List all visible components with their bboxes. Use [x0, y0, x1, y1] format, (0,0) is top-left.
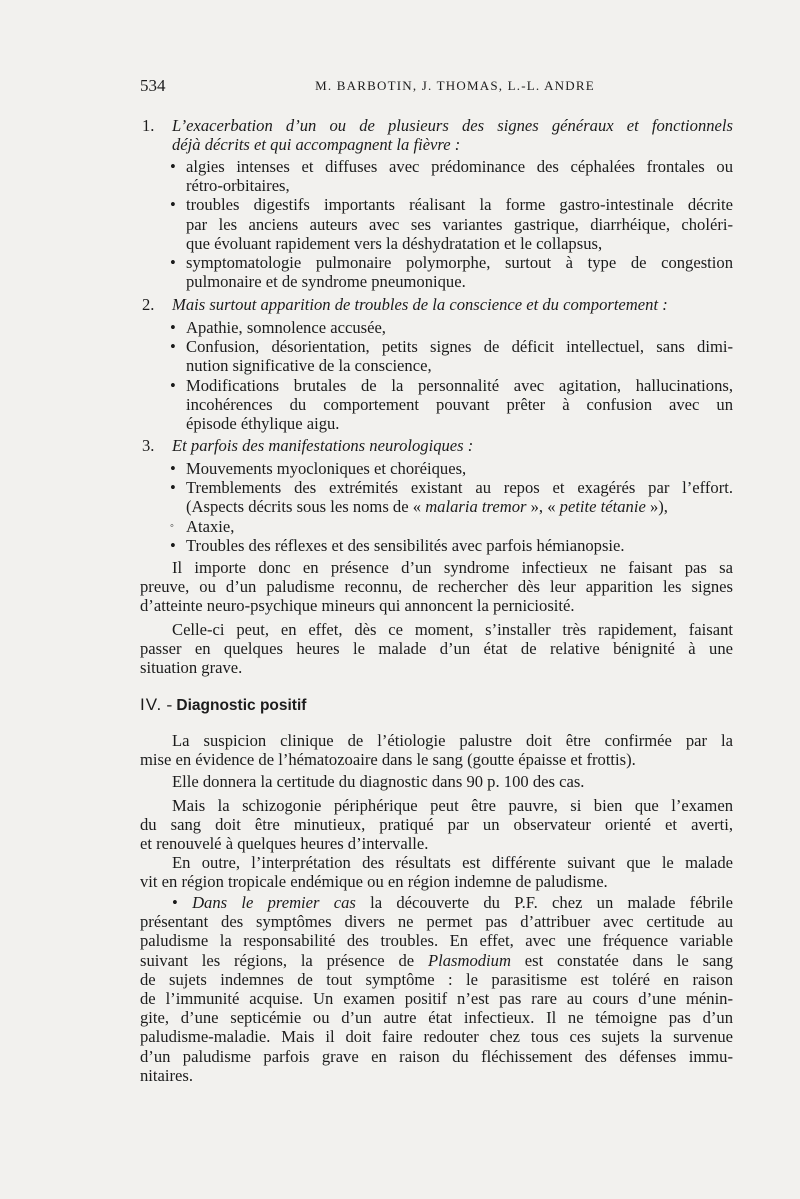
page-number: 534: [140, 76, 166, 95]
bullet-ring-icon: ◦: [170, 519, 174, 532]
paragraph-importe: Il importe donc en présence d’un syndrome infectieux ne faisant pas sa preuve, ou d’un paludisme reconnu, de rechercher dès leur apparition les signes d’atteinte neuro-psychique mineurs qui annoncent la perniciosité.: [140, 558, 733, 616]
bullet-dot-icon: •: [170, 478, 176, 498]
paragraph-suspicion: La suspicion clinique de l’étiologie palustre doit être confirmée par la mise en évidence de l’hématozoaire dans le sang (goutte épaisse et frottis).: [140, 731, 733, 770]
paragraph-celle-ci: Celle-ci peut, en effet, dès ce moment, s’installer très rapidement, faisant passer en quelques heures le malade d’un état de relative bénignité à une situation grave.: [140, 620, 733, 678]
bullet-dot-icon: •: [170, 459, 176, 478]
item-3-number: 3.: [142, 436, 155, 455]
page-header: [140, 76, 730, 98]
item-2-title-line: 2. Mais surtout apparition de troubles de la conscience et du comportement :: [142, 295, 668, 314]
list-item: • troubles digestifs importants réalisant la forme gastro-intestinale décrite par les anciens auteurs avec ses variantes gastrique, diarrhéique, choléri- que évoluant rapidement vers la déshydratation et le collapsus,: [170, 195, 733, 253]
bullet-dot-icon: •: [170, 157, 176, 176]
list-item: • Tremblements des extrémités existant au repos et exagérés par l’effort. (Aspects décrits sous les noms de « malaria tremor », « petite tétanie »),: [170, 478, 733, 517]
bullet-dot-icon: •: [170, 195, 176, 215]
item-1-title-line: 1. L’exacerbation d’un ou de plusieurs des signes généraux et fonctionnels: [142, 116, 733, 135]
section-number: IV.: [140, 695, 163, 714]
item-3-bullet-list: [170, 459, 733, 555]
section-title: Diagnostic positif: [176, 697, 307, 714]
item-1-title-line: déjà décrits et qui accompagnent la fièvre :: [172, 135, 461, 155]
list-item: • Apathie, somnolence accusée,: [170, 318, 386, 337]
aspects-line: (Aspects décrits sous les noms de « malaria tremor », « petite tétanie »),: [186, 497, 668, 517]
item-3-title-line: 3. Et parfois des manifestations neurologiques :: [142, 436, 474, 455]
running-head: M. BARBOTIN, J. THOMAS, L.-L. ANDRE: [315, 78, 595, 93]
item-2-heading: [142, 295, 733, 314]
paragraph-premier-cas: • Dans le premier cas la découverte du P.F. chez un malade fébrile présentant des symptômes divers ne permet pas d’attribuer avec certitude au paludisme la responsabilité des troubles. En effet, avec une fréquence variable suivant les régions, la présence de Plasmodium est constatée dans le sang de sujets indemnes de tout symptôme : le parasitisme est toléré en raison de l’immunité acquise. Un examen positif n’est pas rare au cours d’une ménin- gite, d’une septicémie ou d’un autre état infectieux. Il ne témoigne pas d’un paludisme-maladie. Mais il doit faire redouter chez tous ces sujets la survenue d’un paludisme parfois grave en raison du fléchissement des défenses immu- nitaires.: [140, 893, 733, 1085]
list-item: • symptomatologie pulmonaire polymorphe, surtout à type de congestion pulmonaire et de syndrome pneumonique.: [170, 252, 733, 292]
list-item: • Confusion, désorientation, petits signes de déficit intellectuel, sans dimi- nution significative de la conscience,: [170, 337, 733, 376]
paragraph-certitude: Elle donnera la certitude du diagnostic dans 90 p. 100 des cas.: [172, 772, 585, 791]
item-1-number: 1.: [142, 116, 155, 135]
paragraph-schizogonie: Mais la schizogonie périphérique peut être pauvre, si bien que l’examen du sang doit être minutieux, pratiqué par un observateur orienté et averti, et renouvelé à quelques heures d’intervalle.: [140, 796, 733, 854]
item-3-heading: [142, 436, 733, 455]
item-1-bullet-list: [170, 157, 733, 291]
list-item: • algies intenses et diffuses avec prédominance des céphalées frontales ou rétro-orbitaires,: [170, 157, 733, 196]
list-item: • Modifications brutales de la personnalité avec agitation, hallucinations, incohérences du comportement pouvant prêter à confusion avec un épisode éthylique aigu.: [170, 375, 733, 433]
section-heading: [140, 695, 306, 715]
item-2-bullet-list: [170, 318, 733, 433]
bullet-dot-icon: •: [170, 337, 176, 357]
paragraph-outre: En outre, l’interprétation des résultats est différente suivant que le malade vit en région tropicale endémique ou en région indemne de paludisme.: [140, 853, 733, 892]
list-item: • Mouvements myocloniques et choréiques,: [170, 459, 467, 478]
list-item: • Troubles des réflexes et des sensibilités avec parfois hémianopsie.: [170, 535, 625, 555]
section-dash: -: [162, 695, 177, 714]
bullet-dot-icon: •: [170, 375, 176, 395]
bullet-dot-icon: •: [172, 893, 193, 912]
bullet-dot-icon: •: [170, 252, 176, 272]
bullet-dot-icon: •: [170, 535, 176, 555]
item-2-number: 2.: [142, 295, 155, 314]
list-item: ◦ Ataxie,: [170, 516, 235, 536]
item-1-heading: [142, 116, 733, 155]
bullet-dot-icon: •: [170, 318, 176, 337]
